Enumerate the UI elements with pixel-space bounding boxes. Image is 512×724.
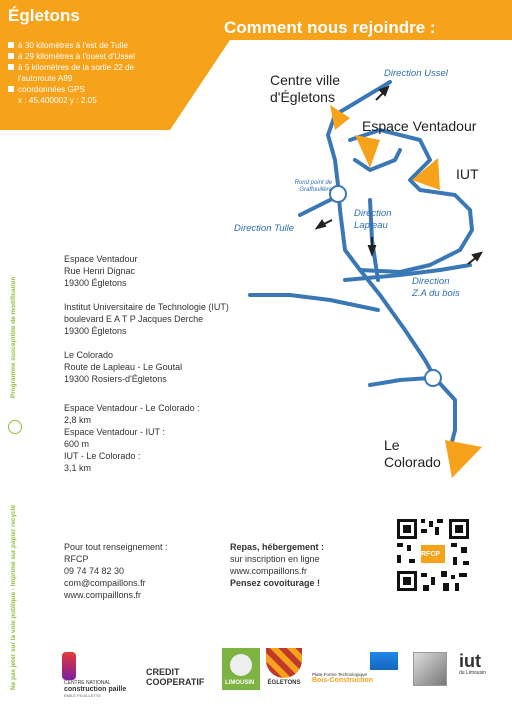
logo-construction-paille: [62, 652, 134, 698]
label-direction-ussel: Direction Ussel: [384, 68, 448, 79]
roundabout-graffouillere: [330, 186, 346, 202]
label-rond-line1: Rond point de: [294, 180, 332, 186]
label-colorado-line1: Le: [384, 437, 400, 453]
distance-line: Espace Ventadour - IUT :: [64, 427, 165, 437]
bullet-item: à 29 kilomètres à l'ouest d'Ussel: [8, 51, 218, 62]
label-za-line2: Z.A du bois: [412, 288, 460, 299]
bois-line2: Bois-Construction: [312, 677, 374, 684]
roundabout-south: [425, 370, 441, 386]
credit-line1: CREDIT: [146, 667, 180, 677]
contact-email[interactable]: com@compaillons.fr: [64, 578, 146, 588]
label-lapleau-line1: Direction: [354, 208, 392, 219]
distance-line: 3,1 km: [64, 463, 92, 473]
meals-website[interactable]: www.compaillons.fr: [230, 566, 308, 576]
road-sw: [250, 295, 378, 310]
road-main: [328, 82, 455, 450]
side-text-bottom: Ne pas jeter sur la voie publique - Imprimé sur papier recyclé: [10, 504, 17, 690]
label-espace-ventadour: Espace Ventadour: [362, 118, 477, 134]
leaf-icon: [230, 654, 252, 676]
label-direction-lapleau: [354, 208, 392, 232]
contact-line: RFCP: [64, 554, 89, 564]
logo-iut-limousin: [459, 652, 486, 676]
meals-info: [230, 541, 324, 589]
distance-line: 2,8 km: [64, 415, 92, 425]
logo-limousin: [222, 648, 260, 690]
address-line: Espace Ventadour: [64, 254, 138, 264]
iut-logo-sub: du Limousin: [459, 670, 486, 676]
label-direction-za: [412, 276, 460, 300]
page-title: Comment nous rejoindre :: [224, 18, 436, 37]
address-line: boulevard E A T P Jacques Derche: [64, 314, 204, 324]
label-lapleau-line2: Lapleau: [354, 220, 388, 231]
label-centre-line1: Centre ville: [270, 72, 341, 88]
label-direction-tulle: Direction Tulle: [234, 223, 295, 234]
address-line: 19300 Rosiers-d'Égletons: [64, 374, 167, 384]
egletons-label: ÉGLETONS: [267, 680, 301, 686]
distance-line: Espace Ventadour - Le Colorado :: [64, 403, 200, 413]
iut-logo-text: iut: [459, 651, 481, 671]
label-centre-ville: [270, 72, 340, 106]
address-line: Route de Lapleau - Le Goutal: [64, 362, 183, 372]
bullet-item: à 5 kilomètres de la sortie 22 de: [8, 62, 218, 73]
label-centre-line2: d'Égletons: [270, 89, 335, 105]
contact-line: Pour tout renseignement :: [64, 542, 168, 552]
label-za-line1: Direction: [412, 276, 450, 287]
distance-line: IUT - Le Colorado :: [64, 451, 141, 461]
recycle-icon: [8, 420, 22, 434]
carpool-note: Pensez covoiturage !: [230, 578, 321, 588]
egletons-crest-icon: [266, 648, 302, 678]
address-line: 19300 Égletons: [64, 278, 127, 288]
qr-label: RFCP: [421, 551, 441, 558]
distances: [64, 402, 200, 474]
cnpf-line1: CENTRE NATIONAL: [64, 680, 111, 686]
bois-line1: Plate-Forme Technologique: [312, 672, 367, 677]
contact-info: [64, 541, 168, 601]
meals-line: sur inscription en ligne: [230, 554, 320, 564]
logo-egletons: [266, 648, 302, 690]
address-line: Le Colorado: [64, 350, 114, 360]
cnpf-line2: construction paille: [64, 686, 127, 693]
road-colorado: [370, 378, 430, 385]
address-espace: [64, 253, 138, 289]
logo-bois-construction: [312, 662, 373, 684]
contact-line: 09 74 74 82 30: [64, 566, 125, 576]
credit-line2: COOPERATIF: [146, 677, 205, 687]
road-loop2: [355, 150, 400, 170]
straw-icon: [62, 652, 76, 680]
label-colorado: [384, 437, 441, 471]
label-iut: IUT: [456, 166, 479, 182]
logo-credit-cooperatif: [146, 667, 204, 687]
distance-line: 600 m: [64, 439, 90, 449]
label-rond-point: [276, 180, 332, 194]
address-line: Institut Universitaire de Technologie (IUT): [64, 302, 229, 312]
bullet-item: à 30 kilomètres à l'est de Tulle: [8, 40, 218, 51]
label-rond-line2: Graffouillère: [299, 187, 332, 193]
cnpf-line3: ÉMILE FEUILLETTE: [64, 693, 101, 698]
logo-building: [413, 652, 447, 686]
meals-title: Repas, hébergement :: [230, 542, 325, 552]
label-colorado-line2: Colorado: [384, 454, 441, 470]
marker-colorado: [445, 440, 482, 478]
town-title: Égletons: [8, 6, 80, 25]
side-text-top: Programme susceptible de modification: [10, 276, 17, 398]
address-colorado: [64, 349, 182, 385]
address-iut: [64, 301, 229, 337]
address-line: Rue Henri Dignac: [64, 266, 136, 276]
bois-icon: [370, 652, 398, 670]
bullet-item: coordonnées GPS: [8, 84, 218, 95]
bullet-item: x : 45.400002 y : 2.05: [18, 96, 97, 105]
contact-website[interactable]: www.compaillons.fr: [64, 590, 142, 600]
bullet-item: l'autoroute A89: [18, 74, 73, 83]
address-line: 19300 Égletons: [64, 326, 127, 336]
limousin-label: LIMOUSIN: [225, 680, 255, 686]
